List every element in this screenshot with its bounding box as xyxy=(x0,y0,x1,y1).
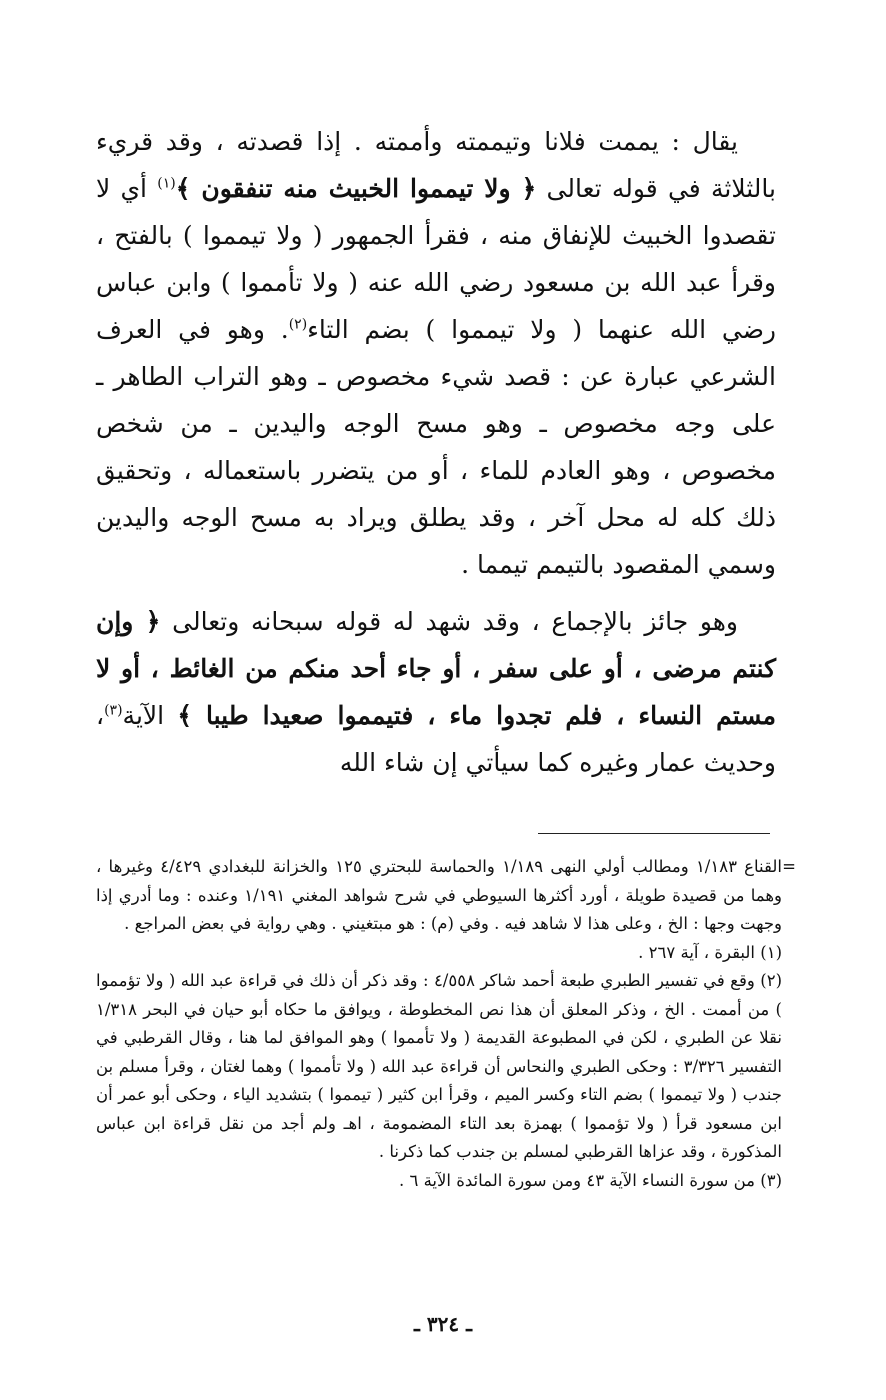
footnote-1: (١) البقرة ، آية ٢٦٧ . xyxy=(638,942,782,962)
continuation-mark: = xyxy=(782,857,796,876)
footnote-text: القناع ١/١٨٣ ومطالب أولي النهى ١/١٨٩ والحماسة للبحتري ١٢٥ والخزانة للبغدادي ٤/٤٢٩ وغيرها ، وهما من قصيدة طويلة ، أورد أكثرها السيوطي في شرح شواهد المغني ١/١٩١ وعنده : وما أدري إذا وجهت وجها : الخ ، وعلى هذا لا شاهد فيه . وفي (م) : هو مبتغيني . وهي رواية في بعض المراجع . xyxy=(96,857,782,933)
footnote-ref-1[interactable]: (١) xyxy=(157,175,176,192)
paragraph-1 xyxy=(96,118,776,588)
footnotes xyxy=(96,853,796,1195)
text-run: أي لا تقصدوا الخبيث للإنفاق منه ، فقرأ الجمهور ( ولا تيمموا ) بالفتح ، وقرأ عبد الله بن مسعود رضي الله عنه ( ولا تأمموا ) وابن عباس رضي الله عنهما ( ولا تيمموا ) بضم التاء xyxy=(96,174,776,344)
quran-verse: ﴿ وإن كنتم مرضى ، أو على سفر ، أو جاء أحد منكم من الغائط ، أو لا مستم النساء ، فلم تجدوا ماء ، فتيمموا صعيدا طيبا ﴾ xyxy=(96,607,776,730)
text-run: وهو جائز بالإجماع ، وقد شهد له قوله سبحانه وتعالى xyxy=(160,607,738,636)
text-run: . وهو في العرف الشرعي عبارة عن : قصد شيء مخصوص ـ وهو التراب الطاهر ـ على وجه مخصوص ـ وهو مسح الوجه واليدين ـ من شخص مخصوص ، وهو العادم للماء ، أو من يتضرر باستعماله ، وتحقيق ذلك كله له محل آخر ، وقد يطلق ويراد به مسح الوجه واليدين وسمي المقصود بالتيمم تيمما . xyxy=(96,315,776,579)
text-run: الآية xyxy=(122,701,178,730)
quran-verse: ﴿ ولا تيمموا الخبيث منه تنفقون ﴾ xyxy=(175,174,537,203)
page-number: ـ ٣٢٤ ـ xyxy=(414,1312,472,1336)
footnote-3: (٣) من سورة النساء الآية ٤٣ ومن سورة المائدة الآية ٦ . xyxy=(398,1170,782,1190)
paragraph-2 xyxy=(96,598,776,786)
text-run: ، وحديث عمار وغيره كما سيأتي إن شاء الله xyxy=(96,701,776,777)
footnote-2: (٢) وقع في تفسير الطبري طبعة أحمد شاكر ٤/٥٥٨ : وقد ذكر أن ذلك في قراءة عبد الله ( ولا تؤمموا ) من أممت . الخ ، وذكر المعلق أن هذا نص المخطوطة ، ويوافق ما حكاه أبو حيان في البحر ١/٣١٨ نقلا عن الطبري ، لكن في المطبوعة القديمة ( ولا تأمموا ) وهو الموافق لما هنا ، وقال القرطبي في التفسير ٣/٣٢٦ : وحكى الطبري والنحاس أن قراءة عبد الله ( ولا تأمموا ) وهما لغتان ، وقرأ مسلم بن جندب ( ولا تيمموا ) بضم التاء وكسر الميم ، وقرأ ابن كثير ( تيمموا ) بتشديد الياء ، وحكى أبو عمر أن ابن مسعود قرأ ( ولا تؤمموا ) بهمزة بعد التاء المضمومة ، اهـ ولم أجد من نقل قراءة ابن عباس المذكورة ، وقد عزاها القرطبي لمسلم بن جندب كما ذكرنا . xyxy=(96,971,782,1161)
footnote-separator xyxy=(538,833,770,834)
footnote-continuation xyxy=(96,853,796,939)
footnote-ref-2[interactable]: (٢) xyxy=(288,316,308,333)
text-run: يقال : يممت فلانا وتيممته وأممته . إذا قصدته ، وقد قريء بالثلاثة في قوله تعالى xyxy=(96,127,776,203)
footnote-ref-3[interactable]: (٣) xyxy=(104,702,123,719)
main-text xyxy=(96,118,776,786)
